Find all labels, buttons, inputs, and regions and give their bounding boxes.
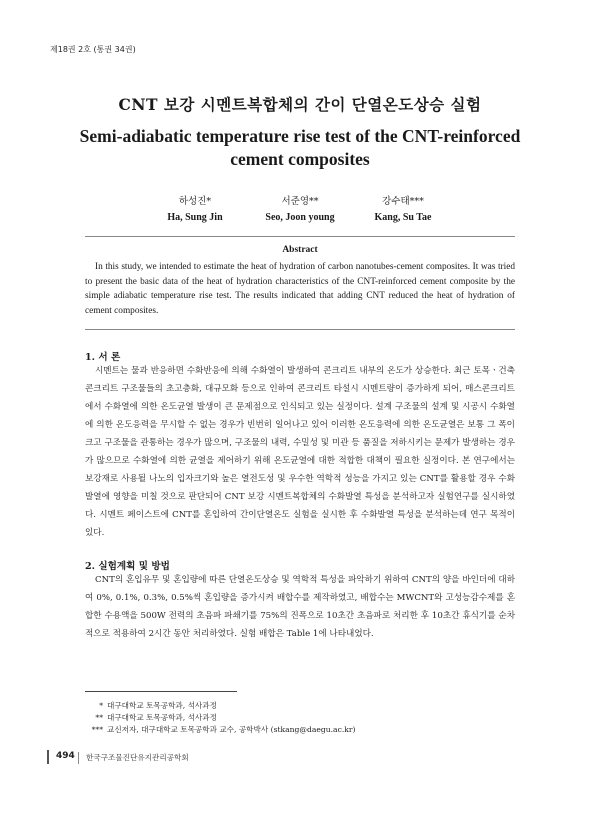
section-2-heading: 2. 실험계획 및 방법 xyxy=(85,561,170,572)
author-2-name-en: Seo, Joon young xyxy=(265,212,335,223)
abstract-bottom-rule xyxy=(85,329,515,330)
section-1-text: 시멘트는 물과 반응하면 수화반응에 의해 수화열이 발생하여 콘크리트 내부의 온도가 상승한다. 최근 토목ㆍ건축 콘크리트 구조물들의 초고층화, 대규모화 등으로 인하여 콘크리트 타설시 시멘트량이 증가하게 되어, 매스콘크리트에서 수화열에 의한 온도균열 발생이 큰 문제점으로 인식되고 있는 실정이다. 설계 구조물의 설계 및 시공시 수화열에 의한 온도응력을 무시할 수 없는 경우가 빈번히 일어나고 있어 이러한 온도응력에 의한 온도균열은 보통 그 폭이 크고 구조물을 관통하는 경우가 많으며, 구조물의 내력, 수밀성 및 미관 등 품질을 저하시키는 문제가 발생하는 경우가 많으므로 수화열에 의한 균열을 제어하기 위해 온도균열에 대한 적합한 대책이 필요한 실정이다. 본 연구에서는 보강재로 사용될 나노의 입자크기와 높은 열전도성 및 우수한 역학적 성능을 가지고 있는 CNT를 활용할 경우 수화발열에 영향을 미칠 것으로 판단되어 CNT 보강 시멘트복합체의 수화발열 특성을 분석하고자 실험연구를 실시하였다. 시멘트 페이스트에 CNT를 혼입하여 간이단열온도 실험을 실시한 후 수화발열 특성을 분석하는데 연구 목적이 있다. xyxy=(85,366,515,538)
author-2-name-ko: 서준영** xyxy=(281,196,319,207)
journal-name: 한국구조물진단유지관리공학회 xyxy=(86,753,189,762)
footnote-2-text: 대구대학교 토목공학과, 석사과정 xyxy=(107,713,217,722)
footer-separator xyxy=(78,752,79,764)
footnote-rule xyxy=(85,691,237,692)
page-number: 494 xyxy=(56,751,75,761)
footer-accent-bar xyxy=(47,750,49,764)
paper-title-english: Semi-adiabatic temperature rise test of the CNT-reinforced cement composites xyxy=(79,126,521,169)
abstract-heading: Abstract xyxy=(282,245,318,255)
author-1-name-en: Ha, Sung Jin xyxy=(167,212,223,223)
abstract-top-rule xyxy=(85,236,515,237)
footnote-3 xyxy=(85,723,355,736)
footnote-1-text: 대구대학교 토목공학과, 석사과정 xyxy=(107,701,217,710)
section-1-heading: 1. 서 론 xyxy=(85,352,121,363)
paper-title-korean: CNT 보강 시멘트복합체의 간이 단열온도상승 실험 xyxy=(118,95,482,114)
footnote-2-mark: ** xyxy=(95,713,103,722)
journal-volume: 제18권 2호 (통권 34권) xyxy=(50,45,136,54)
footnote-1-mark: * xyxy=(99,701,103,710)
section-2-text: CNT의 혼입유무 및 혼입량에 따른 단열온도상승 및 역학적 특성을 파악하기 위하여 CNT의 양을 바인더에 대하여 0%, 0.1%, 0.3%, 0.5%씩 혼입량을 증가시켜 배합수를 제작하였고, 배합수는 MWCNT와 고성능감수제를 혼합한 수용액을 500W 전력의 초음파 파쇄기를 75%의 진폭으로 10초간 초음파로 처리한 후 10초간 휴식기를 순차적으로 적용하여 2시간 동안 처리하였다. 실험 배합은 Table 1에 나타내었다. xyxy=(85,575,515,639)
author-3-name-en: Kang, Su Tae xyxy=(374,212,432,223)
footnote-3-mark: *** xyxy=(91,725,103,734)
footnote-3-text: 교신저자, 대구대학교 토목공학과 교수, 공학박사 (stkang@daegu.ac.kr) xyxy=(107,725,356,734)
author-1-name-ko: 하성진* xyxy=(178,196,212,207)
author-3-name-ko: 강수태*** xyxy=(382,196,424,207)
abstract-text: In this study, we intended to estimate the heat of hydration of carbon nanotubes-cement composites. It was tried to present the basic data of the heat of hydration characteristics of the CNT-reinforced cement composite by the simple adiabatic temperature rise test. The results indicated that adding CNT reduced the heat of hydration of cement composites. xyxy=(85,262,515,316)
